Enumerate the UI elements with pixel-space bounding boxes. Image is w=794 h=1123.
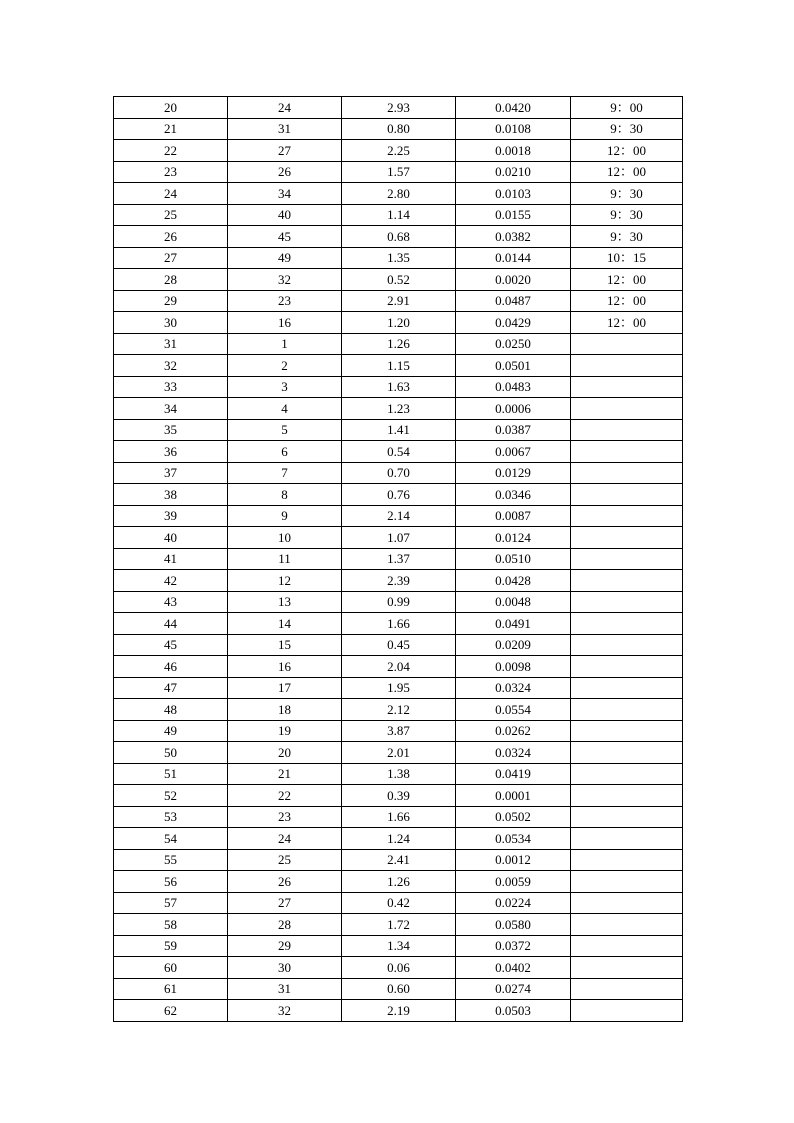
number-cell: 17 — [228, 677, 342, 699]
number-cell: 19 — [228, 720, 342, 742]
time-cell — [571, 462, 683, 484]
time-cell — [571, 505, 683, 527]
value-cell: 1.38 — [342, 763, 456, 785]
table-row — [114, 441, 683, 463]
value-cell: 2.25 — [342, 140, 456, 162]
index-cell: 58 — [114, 914, 228, 936]
index-cell: 51 — [114, 763, 228, 785]
table-row — [114, 290, 683, 312]
time-cell — [571, 806, 683, 828]
ratio-cell: 0.0059 — [456, 871, 571, 893]
index-cell: 57 — [114, 892, 228, 914]
value-cell: 1.26 — [342, 333, 456, 355]
value-cell: 2.14 — [342, 505, 456, 527]
number-cell: 14 — [228, 613, 342, 635]
data-table — [113, 96, 683, 1022]
ratio-cell: 0.0324 — [456, 742, 571, 764]
index-cell: 28 — [114, 269, 228, 291]
value-cell: 0.99 — [342, 591, 456, 613]
value-cell: 2.93 — [342, 97, 456, 119]
value-cell: 0.70 — [342, 462, 456, 484]
value-cell: 2.01 — [342, 742, 456, 764]
number-cell: 6 — [228, 441, 342, 463]
index-cell: 30 — [114, 312, 228, 334]
table-row — [114, 613, 683, 635]
table-row — [114, 484, 683, 506]
number-cell: 31 — [228, 978, 342, 1000]
value-cell: 1.63 — [342, 376, 456, 398]
index-cell: 32 — [114, 355, 228, 377]
table-row — [114, 806, 683, 828]
value-cell: 2.41 — [342, 849, 456, 871]
index-cell: 20 — [114, 97, 228, 119]
value-cell: 2.04 — [342, 656, 456, 678]
number-cell: 30 — [228, 957, 342, 979]
ratio-cell: 0.0428 — [456, 570, 571, 592]
time-cell — [571, 892, 683, 914]
value-cell: 0.76 — [342, 484, 456, 506]
index-cell: 41 — [114, 548, 228, 570]
value-cell: 1.57 — [342, 161, 456, 183]
value-cell: 1.72 — [342, 914, 456, 936]
number-cell: 3 — [228, 376, 342, 398]
index-cell: 56 — [114, 871, 228, 893]
number-cell: 49 — [228, 247, 342, 269]
value-cell: 1.66 — [342, 806, 456, 828]
number-cell: 5 — [228, 419, 342, 441]
ratio-cell: 0.0103 — [456, 183, 571, 205]
number-cell: 9 — [228, 505, 342, 527]
table-row — [114, 957, 683, 979]
ratio-cell: 0.0274 — [456, 978, 571, 1000]
index-cell: 52 — [114, 785, 228, 807]
ratio-cell: 0.0554 — [456, 699, 571, 721]
ratio-cell: 0.0012 — [456, 849, 571, 871]
table-row — [114, 656, 683, 678]
table-row — [114, 527, 683, 549]
value-cell: 2.19 — [342, 1000, 456, 1022]
time-cell: 9：30 — [571, 118, 683, 140]
ratio-cell: 0.0155 — [456, 204, 571, 226]
ratio-cell: 0.0382 — [456, 226, 571, 248]
number-cell: 10 — [228, 527, 342, 549]
ratio-cell: 0.0224 — [456, 892, 571, 914]
time-cell — [571, 849, 683, 871]
time-cell: 9：30 — [571, 226, 683, 248]
value-cell: 0.42 — [342, 892, 456, 914]
number-cell: 45 — [228, 226, 342, 248]
index-cell: 25 — [114, 204, 228, 226]
time-cell: 9：00 — [571, 97, 683, 119]
index-cell: 48 — [114, 699, 228, 721]
time-cell — [571, 699, 683, 721]
table-row — [114, 118, 683, 140]
value-cell: 0.06 — [342, 957, 456, 979]
ratio-cell: 0.0346 — [456, 484, 571, 506]
ratio-cell: 0.0108 — [456, 118, 571, 140]
value-cell: 0.52 — [342, 269, 456, 291]
number-cell: 24 — [228, 97, 342, 119]
table-row — [114, 204, 683, 226]
number-cell: 24 — [228, 828, 342, 850]
index-cell: 45 — [114, 634, 228, 656]
index-cell: 43 — [114, 591, 228, 613]
index-cell: 55 — [114, 849, 228, 871]
ratio-cell: 0.0250 — [456, 333, 571, 355]
ratio-cell: 0.0006 — [456, 398, 571, 420]
table-row — [114, 828, 683, 850]
ratio-cell: 0.0419 — [456, 763, 571, 785]
time-cell — [571, 419, 683, 441]
table-row — [114, 914, 683, 936]
table-row — [114, 247, 683, 269]
time-cell — [571, 763, 683, 785]
time-cell: 12：00 — [571, 140, 683, 162]
index-cell: 49 — [114, 720, 228, 742]
time-cell — [571, 376, 683, 398]
index-cell: 39 — [114, 505, 228, 527]
table-row — [114, 355, 683, 377]
ratio-cell: 0.0420 — [456, 97, 571, 119]
index-cell: 36 — [114, 441, 228, 463]
time-cell: 12：00 — [571, 161, 683, 183]
table-row — [114, 699, 683, 721]
table-row — [114, 570, 683, 592]
number-cell: 31 — [228, 118, 342, 140]
ratio-cell: 0.0020 — [456, 269, 571, 291]
index-cell: 46 — [114, 656, 228, 678]
index-cell: 44 — [114, 613, 228, 635]
time-cell — [571, 785, 683, 807]
time-cell: 9：30 — [571, 204, 683, 226]
number-cell: 27 — [228, 140, 342, 162]
ratio-cell: 0.0387 — [456, 419, 571, 441]
ratio-cell: 0.0510 — [456, 548, 571, 570]
table-row — [114, 161, 683, 183]
ratio-cell: 0.0001 — [456, 785, 571, 807]
index-cell: 21 — [114, 118, 228, 140]
index-cell: 33 — [114, 376, 228, 398]
table-row — [114, 677, 683, 699]
number-cell: 27 — [228, 892, 342, 914]
table-row — [114, 419, 683, 441]
index-cell: 26 — [114, 226, 228, 248]
value-cell: 0.60 — [342, 978, 456, 1000]
time-cell: 12：00 — [571, 312, 683, 334]
time-cell — [571, 398, 683, 420]
number-cell: 26 — [228, 161, 342, 183]
table-row — [114, 871, 683, 893]
ratio-cell: 0.0018 — [456, 140, 571, 162]
index-cell: 22 — [114, 140, 228, 162]
table-row — [114, 312, 683, 334]
value-cell: 1.24 — [342, 828, 456, 850]
table-row — [114, 376, 683, 398]
table-row — [114, 269, 683, 291]
ratio-cell: 0.0098 — [456, 656, 571, 678]
ratio-cell: 0.0087 — [456, 505, 571, 527]
value-cell: 1.34 — [342, 935, 456, 957]
time-cell — [571, 613, 683, 635]
number-cell: 20 — [228, 742, 342, 764]
index-cell: 40 — [114, 527, 228, 549]
index-cell: 47 — [114, 677, 228, 699]
time-cell — [571, 570, 683, 592]
table-row — [114, 97, 683, 119]
index-cell: 34 — [114, 398, 228, 420]
table-row — [114, 849, 683, 871]
time-cell — [571, 677, 683, 699]
time-cell — [571, 742, 683, 764]
index-cell: 42 — [114, 570, 228, 592]
time-cell — [571, 871, 683, 893]
index-cell: 29 — [114, 290, 228, 312]
value-cell: 0.39 — [342, 785, 456, 807]
ratio-cell: 0.0501 — [456, 355, 571, 377]
time-cell — [571, 548, 683, 570]
time-cell — [571, 333, 683, 355]
ratio-cell: 0.0372 — [456, 935, 571, 957]
ratio-cell: 0.0144 — [456, 247, 571, 269]
index-cell: 35 — [114, 419, 228, 441]
table-row — [114, 548, 683, 570]
table-row — [114, 935, 683, 957]
value-cell: 1.14 — [342, 204, 456, 226]
time-cell: 12：00 — [571, 269, 683, 291]
index-cell: 27 — [114, 247, 228, 269]
ratio-cell: 0.0503 — [456, 1000, 571, 1022]
ratio-cell: 0.0429 — [456, 312, 571, 334]
ratio-cell: 0.0209 — [456, 634, 571, 656]
table-row — [114, 763, 683, 785]
value-cell: 1.26 — [342, 871, 456, 893]
value-cell: 1.35 — [342, 247, 456, 269]
ratio-cell: 0.0534 — [456, 828, 571, 850]
time-cell — [571, 978, 683, 1000]
index-cell: 23 — [114, 161, 228, 183]
value-cell: 2.91 — [342, 290, 456, 312]
index-cell: 59 — [114, 935, 228, 957]
value-cell: 3.87 — [342, 720, 456, 742]
ratio-cell: 0.0129 — [456, 462, 571, 484]
value-cell: 0.45 — [342, 634, 456, 656]
value-cell: 2.12 — [342, 699, 456, 721]
number-cell: 11 — [228, 548, 342, 570]
index-cell: 24 — [114, 183, 228, 205]
table-row — [114, 634, 683, 656]
value-cell: 1.07 — [342, 527, 456, 549]
time-cell — [571, 634, 683, 656]
ratio-cell: 0.0491 — [456, 613, 571, 635]
table-row — [114, 462, 683, 484]
index-cell: 37 — [114, 462, 228, 484]
time-cell — [571, 355, 683, 377]
table-row — [114, 398, 683, 420]
value-cell: 1.37 — [342, 548, 456, 570]
table-row — [114, 1000, 683, 1022]
value-cell: 1.95 — [342, 677, 456, 699]
ratio-cell: 0.0580 — [456, 914, 571, 936]
number-cell: 32 — [228, 1000, 342, 1022]
table-row — [114, 140, 683, 162]
value-cell: 0.54 — [342, 441, 456, 463]
table-row — [114, 505, 683, 527]
time-cell: 12：00 — [571, 290, 683, 312]
number-cell: 29 — [228, 935, 342, 957]
value-cell: 2.39 — [342, 570, 456, 592]
time-cell — [571, 828, 683, 850]
value-cell: 1.20 — [342, 312, 456, 334]
ratio-cell: 0.0067 — [456, 441, 571, 463]
table-row — [114, 742, 683, 764]
time-cell — [571, 957, 683, 979]
number-cell: 18 — [228, 699, 342, 721]
index-cell: 53 — [114, 806, 228, 828]
number-cell: 4 — [228, 398, 342, 420]
number-cell: 34 — [228, 183, 342, 205]
number-cell: 12 — [228, 570, 342, 592]
ratio-cell: 0.0324 — [456, 677, 571, 699]
index-cell: 50 — [114, 742, 228, 764]
value-cell: 0.68 — [342, 226, 456, 248]
table-row — [114, 591, 683, 613]
table-row — [114, 183, 683, 205]
ratio-cell: 0.0483 — [456, 376, 571, 398]
ratio-cell: 0.0262 — [456, 720, 571, 742]
number-cell: 21 — [228, 763, 342, 785]
time-cell — [571, 527, 683, 549]
time-cell — [571, 935, 683, 957]
value-cell: 1.15 — [342, 355, 456, 377]
index-cell: 54 — [114, 828, 228, 850]
time-cell — [571, 591, 683, 613]
number-cell: 1 — [228, 333, 342, 355]
ratio-cell: 0.0502 — [456, 806, 571, 828]
number-cell: 13 — [228, 591, 342, 613]
table-row — [114, 226, 683, 248]
number-cell: 26 — [228, 871, 342, 893]
table-body — [114, 97, 683, 1022]
ratio-cell: 0.0487 — [456, 290, 571, 312]
table-row — [114, 978, 683, 1000]
number-cell: 23 — [228, 290, 342, 312]
table-row — [114, 785, 683, 807]
index-cell: 60 — [114, 957, 228, 979]
time-cell: 9：30 — [571, 183, 683, 205]
number-cell: 28 — [228, 914, 342, 936]
number-cell: 15 — [228, 634, 342, 656]
number-cell: 40 — [228, 204, 342, 226]
value-cell: 1.66 — [342, 613, 456, 635]
number-cell: 7 — [228, 462, 342, 484]
ratio-cell: 0.0048 — [456, 591, 571, 613]
time-cell — [571, 720, 683, 742]
ratio-cell: 0.0210 — [456, 161, 571, 183]
ratio-cell: 0.0124 — [456, 527, 571, 549]
number-cell: 2 — [228, 355, 342, 377]
number-cell: 22 — [228, 785, 342, 807]
number-cell: 16 — [228, 312, 342, 334]
number-cell: 25 — [228, 849, 342, 871]
number-cell: 8 — [228, 484, 342, 506]
time-cell — [571, 656, 683, 678]
index-cell: 61 — [114, 978, 228, 1000]
table-row — [114, 333, 683, 355]
number-cell: 32 — [228, 269, 342, 291]
number-cell: 16 — [228, 656, 342, 678]
index-cell: 38 — [114, 484, 228, 506]
value-cell: 1.41 — [342, 419, 456, 441]
index-cell: 31 — [114, 333, 228, 355]
ratio-cell: 0.0402 — [456, 957, 571, 979]
index-cell: 62 — [114, 1000, 228, 1022]
time-cell — [571, 914, 683, 936]
table-row — [114, 720, 683, 742]
time-cell — [571, 484, 683, 506]
time-cell — [571, 441, 683, 463]
value-cell: 1.23 — [342, 398, 456, 420]
value-cell: 2.80 — [342, 183, 456, 205]
value-cell: 0.80 — [342, 118, 456, 140]
table-row — [114, 892, 683, 914]
number-cell: 23 — [228, 806, 342, 828]
time-cell: 10：15 — [571, 247, 683, 269]
time-cell — [571, 1000, 683, 1022]
